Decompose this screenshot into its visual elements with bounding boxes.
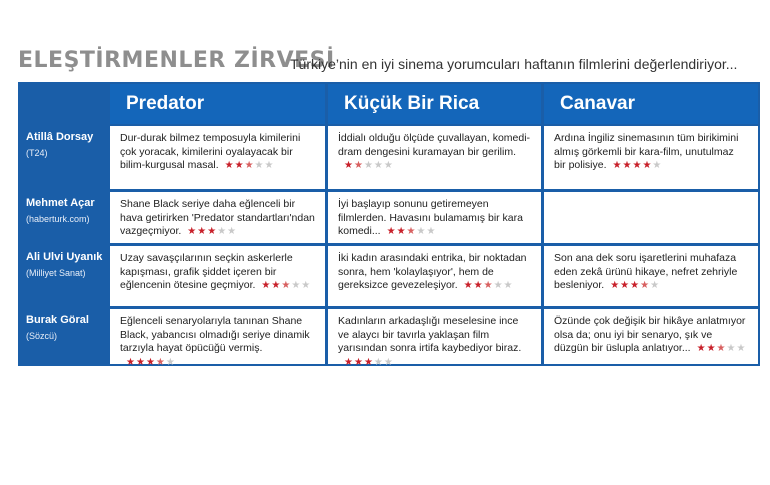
star-empty-icon: ★ xyxy=(363,160,374,171)
star-full-icon: ★ xyxy=(706,343,717,354)
star-empty-icon: ★ xyxy=(217,226,228,237)
star-empty-icon: ★ xyxy=(383,160,394,171)
review-text: İki kadın arasındaki entrika, bir noktadan sonra, hem 'kolaylaşıyor', hem de gereksizce gevezeleşiyor. xyxy=(338,252,527,291)
critic-outlet: (haberturk.com) xyxy=(26,214,90,224)
star-full-icon: ★ xyxy=(126,356,136,368)
review-text: Uzay savaşçılarının seçkin askerlerle kapışması, grafik şiddet içeren bir eğlencenin ötesine geçmiyor. xyxy=(120,252,293,291)
critic-cell xyxy=(20,192,108,243)
star-empty-icon: ★ xyxy=(165,356,176,368)
film-header-kucuk-bir-rica: Küçük Bir Rica xyxy=(328,84,541,124)
review-cell xyxy=(544,246,758,306)
star-empty-icon: ★ xyxy=(650,280,661,291)
star-half-icon: ★ xyxy=(716,343,727,354)
critic-name: Ali Ulvi Uyanık xyxy=(26,251,103,263)
film-header-predator: Predator xyxy=(110,84,325,124)
star-half-icon: ★ xyxy=(483,280,494,291)
star-empty-icon: ★ xyxy=(416,226,427,237)
star-full-icon: ★ xyxy=(187,226,198,237)
critic-outlet: (Milliyet Sanat) xyxy=(26,268,86,278)
header xyxy=(18,48,758,76)
star-full-icon: ★ xyxy=(353,356,364,368)
star-empty-icon: ★ xyxy=(652,160,663,171)
star-full-icon: ★ xyxy=(207,226,218,237)
critic-cell xyxy=(20,309,108,364)
star-half-icon: ★ xyxy=(281,280,292,291)
star-full-icon: ★ xyxy=(610,280,621,291)
review-text: Ardına İngiliz sinemasının tüm birikimini almış görkemli bir kara-film, unutulmaz bir polisiye. xyxy=(554,132,739,171)
star-empty-icon: ★ xyxy=(373,356,384,368)
star-empty-icon: ★ xyxy=(503,280,514,291)
star-full-icon: ★ xyxy=(642,160,653,171)
star-empty-icon: ★ xyxy=(726,343,737,354)
star-empty-icon: ★ xyxy=(291,280,302,291)
star-full-icon: ★ xyxy=(363,356,374,368)
star-half-icon: ★ xyxy=(244,160,255,171)
critic-outlet: (Sözcü) xyxy=(26,331,58,341)
star-empty-icon: ★ xyxy=(264,160,275,171)
review-text: Dur-durak bilmez temposuyla kimilerini çok yoracak, kimilerini oyalayacak bir bilim-kurgusal masal. xyxy=(120,132,301,171)
star-full-icon: ★ xyxy=(135,356,146,368)
star-empty-icon: ★ xyxy=(493,280,504,291)
star-full-icon: ★ xyxy=(344,160,354,171)
star-half-icon: ★ xyxy=(353,160,364,171)
star-full-icon: ★ xyxy=(396,226,407,237)
star-half-icon: ★ xyxy=(155,356,166,368)
star-full-icon: ★ xyxy=(620,280,631,291)
page-subtitle: Türkiye’nin en iyi sinema yorumcuları haftanın filmlerini değerlendiriyor... xyxy=(290,56,738,72)
star-rating xyxy=(344,159,394,173)
star-rating xyxy=(225,159,275,173)
star-full-icon: ★ xyxy=(271,280,282,291)
star-full-icon: ★ xyxy=(632,160,643,171)
review-cell xyxy=(328,246,541,306)
review-cell xyxy=(544,309,758,364)
star-empty-icon: ★ xyxy=(736,343,747,354)
critic-name: Mehmet Açar xyxy=(26,197,95,209)
star-full-icon: ★ xyxy=(473,280,484,291)
review-cell xyxy=(328,126,541,189)
star-empty-icon: ★ xyxy=(227,226,238,237)
star-empty-icon: ★ xyxy=(373,160,384,171)
star-full-icon: ★ xyxy=(612,160,623,171)
critic-cell xyxy=(20,126,108,189)
review-cell-empty xyxy=(544,192,758,243)
star-full-icon: ★ xyxy=(463,280,474,291)
page-title: ELEŞTİRMENLER ZİRVESİ xyxy=(18,48,335,73)
star-full-icon: ★ xyxy=(261,280,272,291)
star-empty-icon: ★ xyxy=(301,280,312,291)
star-full-icon: ★ xyxy=(145,356,156,368)
review-cell xyxy=(110,192,325,243)
review-text: Kadınların arkadaşlığı meselesine ince ve alaycı bir tavırla yaklaşan film yarısından sonra irtifa kaybediyor biraz. xyxy=(338,315,522,354)
star-full-icon: ★ xyxy=(386,226,397,237)
star-full-icon: ★ xyxy=(197,226,208,237)
star-rating xyxy=(126,356,176,370)
review-cell xyxy=(110,309,325,368)
review-text: Son ana dek soru işaretlerini muhafaza eden zekâ ürünü hikaye, nefret zehriyle besleniyor. xyxy=(554,252,738,291)
star-rating xyxy=(697,342,747,356)
star-half-icon: ★ xyxy=(406,226,417,237)
star-full-icon: ★ xyxy=(344,356,354,368)
review-cell xyxy=(110,126,325,189)
star-rating xyxy=(464,279,514,293)
review-text: İyi başlayıp sonunu getiremeyen filmlerden. Havasını bulamamış bir kara komedi... xyxy=(338,198,523,237)
star-half-icon: ★ xyxy=(640,280,651,291)
critic-name: Burak Göral xyxy=(26,314,89,326)
star-rating xyxy=(387,225,437,239)
star-empty-icon: ★ xyxy=(426,226,437,237)
star-full-icon: ★ xyxy=(630,280,641,291)
star-full-icon: ★ xyxy=(224,160,235,171)
star-empty-icon: ★ xyxy=(383,356,394,368)
star-empty-icon: ★ xyxy=(254,160,265,171)
critics-table xyxy=(18,82,760,366)
review-text: İddialı olduğu ölçüde çuvallayan, komedi-dram dengesini kuramayan bir gerilim. xyxy=(338,132,531,158)
critic-outlet: (T24) xyxy=(26,148,48,158)
star-rating xyxy=(344,356,394,370)
review-cell xyxy=(544,126,758,189)
review-cell xyxy=(328,192,541,243)
review-cell xyxy=(328,309,541,368)
star-rating xyxy=(610,279,660,293)
star-rating xyxy=(261,279,311,293)
star-rating xyxy=(187,225,237,239)
critic-cell xyxy=(20,246,108,306)
star-full-icon: ★ xyxy=(234,160,245,171)
review-cell xyxy=(110,246,325,306)
star-rating xyxy=(613,159,663,173)
star-full-icon: ★ xyxy=(696,343,707,354)
review-text: Eğlenceli senaryolarıyla tanınan Shane Black, yabancısı olmadığı seriye dinamik tarzıyla hayat öpücüğü vermiş. xyxy=(120,315,310,354)
critic-name: Atillâ Dorsay xyxy=(26,131,94,143)
film-header-canavar: Canavar xyxy=(544,84,758,124)
review-text: Özünde çok değişik bir hikâye anlatmıyor olsa da; onu iyi bir senaryo, şık ve düzgün bir üslupla anlatıyor... xyxy=(554,315,746,354)
review-text: Shane Black seriye daha eğlenceli bir hava getirirken 'Predator standartları'ndan vazgeçmiyor. xyxy=(120,198,315,237)
star-full-icon: ★ xyxy=(622,160,633,171)
